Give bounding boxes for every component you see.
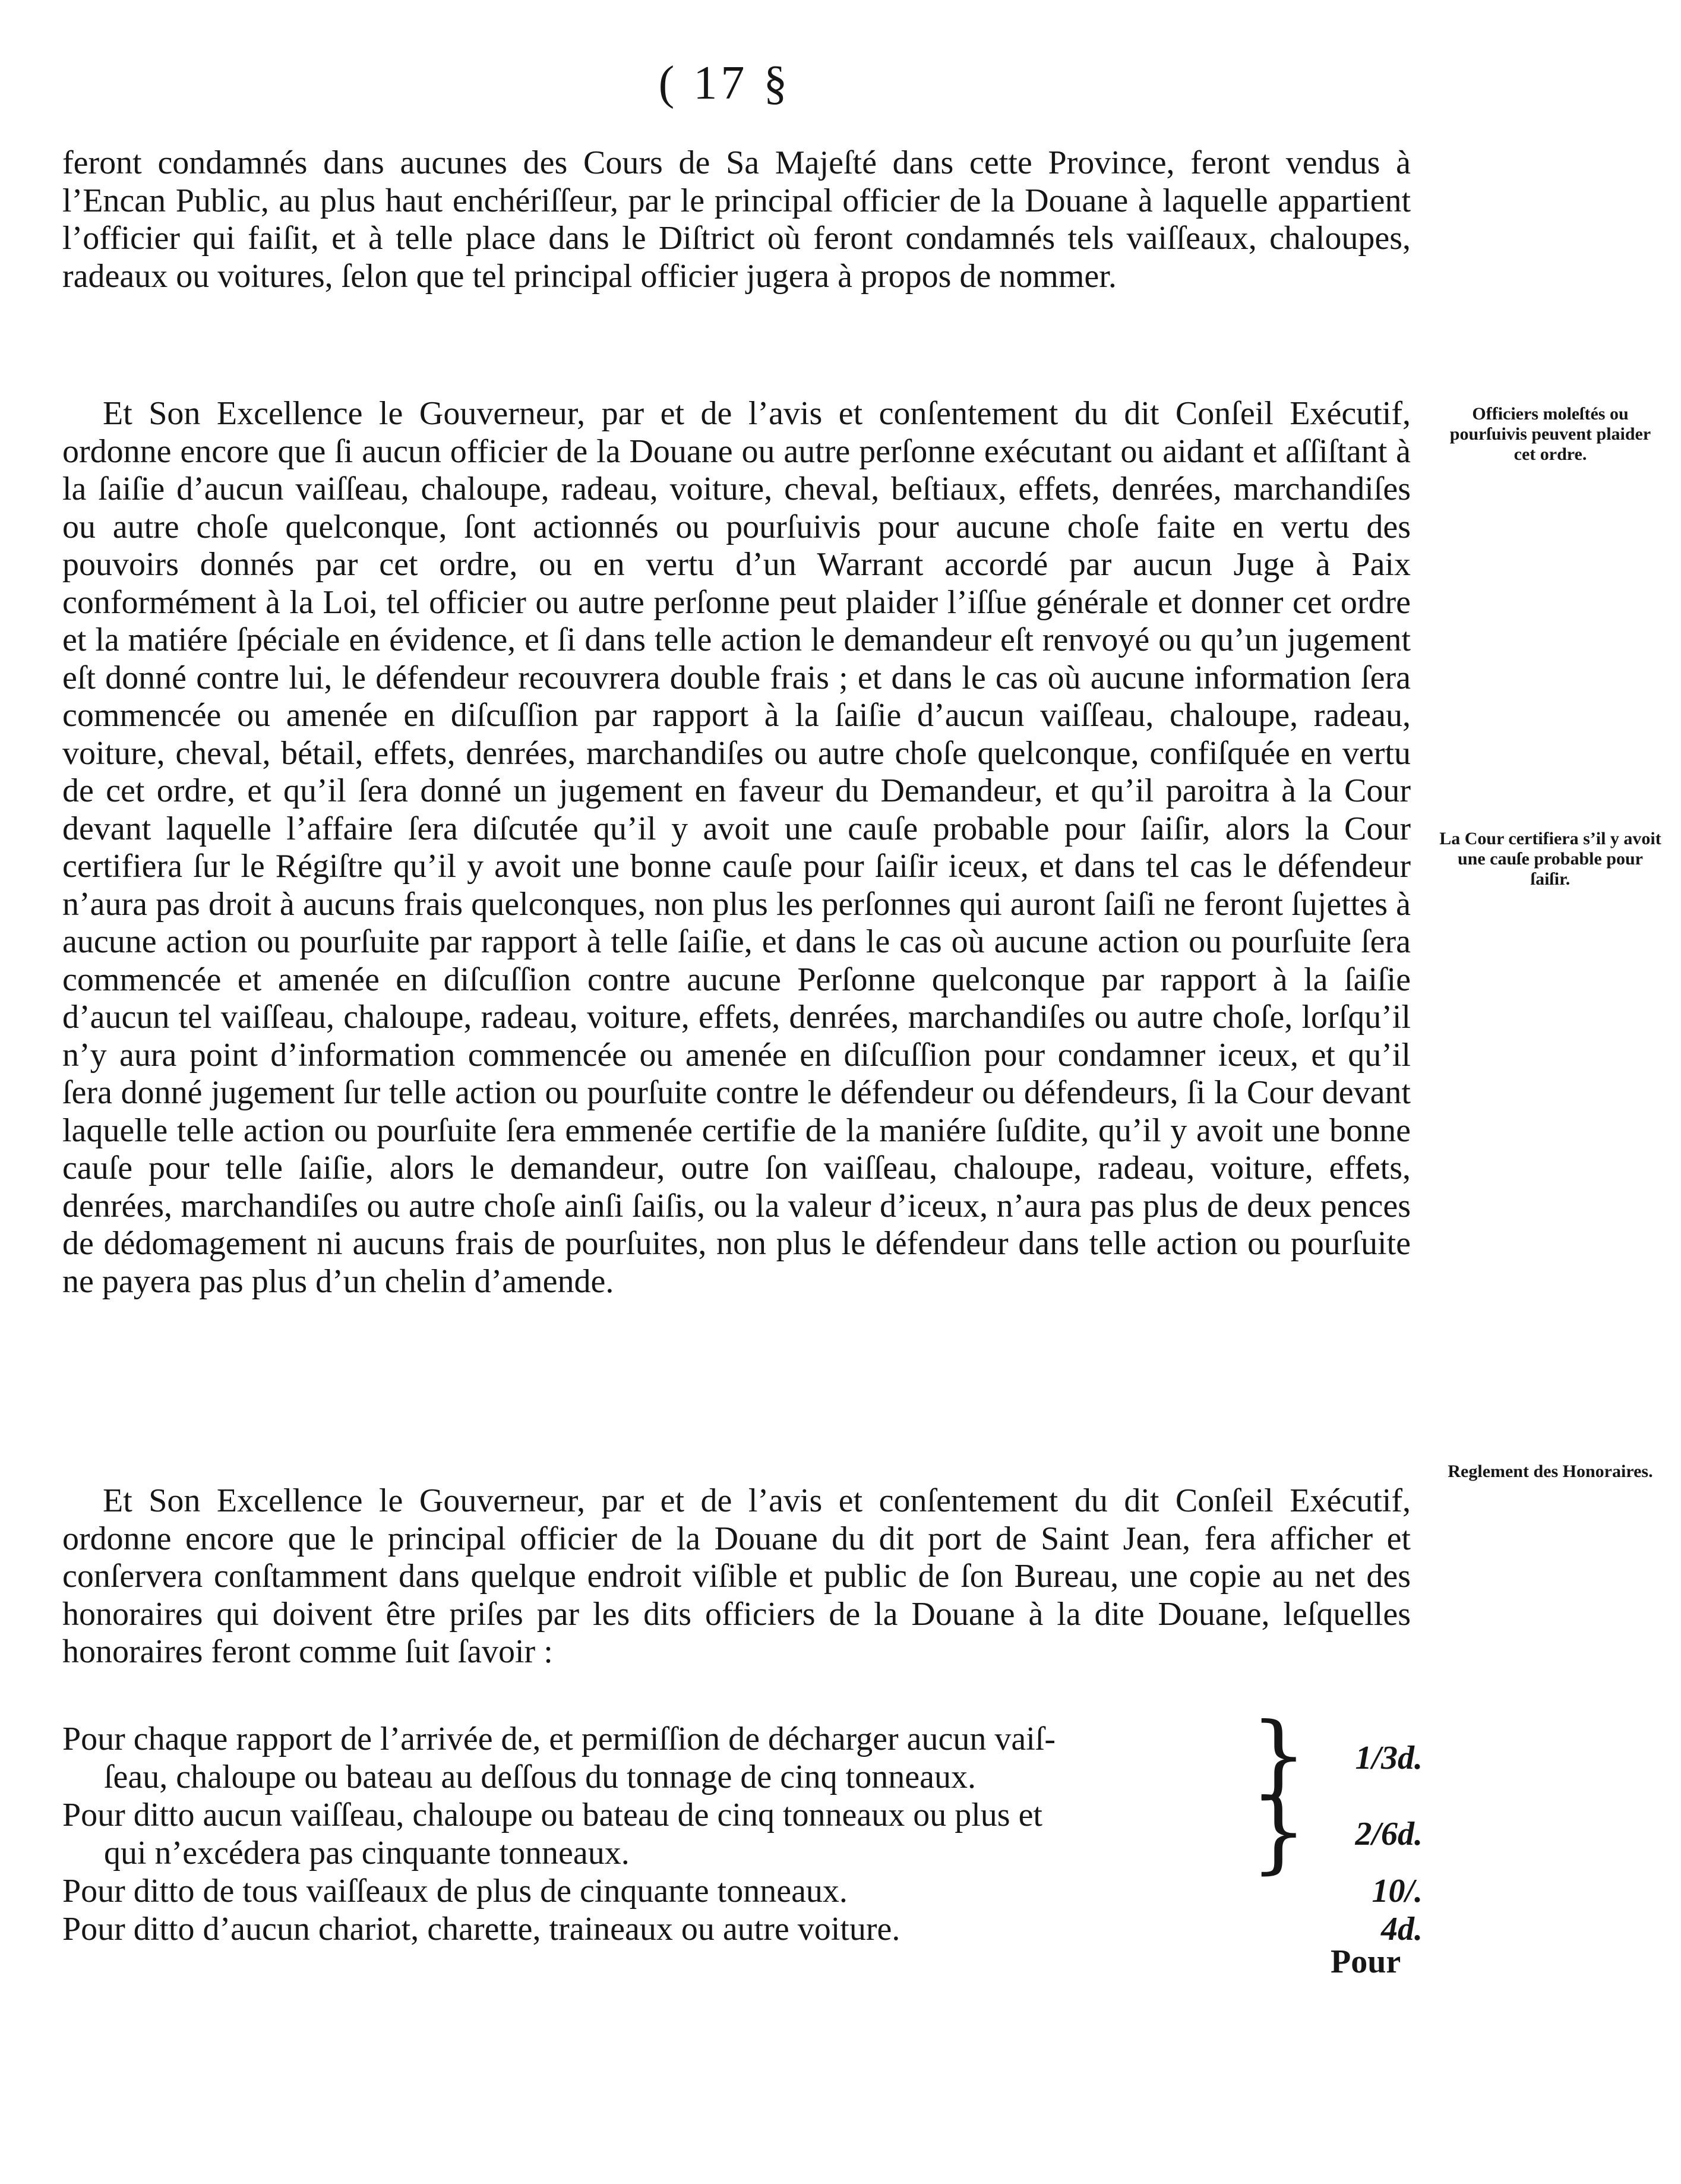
paragraph-fees-posting: Et Son Excellence le Gouverneur, par et de l’avis et conſentement du dit Conſeil Exécutif, ordonne encore que le principal officier de la Douane du dit port de Saint Jean, fera afficher et conſervera conſtamment dans quelque endroit viſible et public de ſon Bureau, une copie au net des honoraires qui doivent être priſes par les dits officiers de la Douane à la dite Douane, leſquelles honoraires feront comme ſuit ſavoir : (62, 1482, 1411, 1670)
fee-row (62, 1780, 1423, 1883)
fee-description (62, 1910, 1244, 1948)
fee-amount: 10/. (1372, 1873, 1423, 1910)
margin-note-court: La Cour certifiera s’il y avoit une cauſe probable pour ſaiſir. (1439, 829, 1661, 889)
fee-amount: 1/3d. (1355, 1740, 1423, 1776)
fee-row (62, 1872, 1423, 1910)
brace-icon: } (1250, 1780, 1307, 1883)
fee-amount: 2/6d. (1355, 1816, 1423, 1852)
brace-icon: } (1250, 1704, 1307, 1807)
fee-line: Pour chaque rapport de l’arrivée de, et permiſſion de décharger aucun vaiſ- (62, 1721, 1056, 1757)
fee-table (62, 1704, 1423, 1948)
fee-line: Pour ditto d’aucun chariot, charette, traineaux ou autre voiture. (62, 1911, 900, 1948)
fee-line-continued: ſeau, chaloupe ou bateau au deſſous du tonnage de cinq tonneaux. (104, 1759, 976, 1795)
fee-description (62, 1720, 1244, 1796)
catchword: Pour (1331, 1943, 1401, 1980)
fee-line: Pour ditto de tous vaiſſeaux de plus de cinquante tonneaux. (62, 1873, 848, 1910)
page-number: ( 17 § (658, 57, 791, 109)
fee-amount: 4d. (1381, 1911, 1423, 1948)
fee-description (62, 1872, 1244, 1910)
fee-line-continued: qui n’excédera pas cinquante tonneaux. (104, 1835, 630, 1871)
fee-row (62, 1704, 1423, 1807)
fee-description (62, 1796, 1244, 1872)
margin-note-fees: Reglement des Honoraires. (1448, 1462, 1653, 1481)
fee-row (62, 1910, 1423, 1948)
margin-note-officers: Officiers moleſtés ou pourſuivis peuvent plaider cet ordre. (1449, 404, 1651, 464)
fee-line: Pour ditto aucun vaiſſeau, chaloupe ou bateau de cinq tonneaux ou plus et (62, 1797, 1042, 1833)
paragraph-continuation: feront condamnés dans aucunes des Cours de Sa Majeſté dans cette Province, feront vendus à l’Encan Public, au plus haut enchériſſeur, par le principal officier de la Douane à laquelle appartient l’officier qui faiſit, et à telle place dans le Diſtrict où feront condamnés tels vaiſſeaux, chaloupes, radeaux ou voitures, ſelon que tel principal officier jugera à propos de nommer. (62, 144, 1411, 295)
paragraph-prosecution: Et Son Excellence le Gouverneur, par et de l’avis et conſentement du dit Conſeil Exécutif, ordonne encore que ſi aucun officier de la Douane ou autre perſonne exécutant ou aidant et aſſiſtant à la ſaiſie d’aucun vaiſſeau, chaloupe, radeau, voiture, cheval, beſtiaux, effets, denrées, marchandiſes ou autre choſe quelconque, ſont actionnés ou pourſuivis pour aucune choſe faite en vertu des pouvoirs donnés par cet ordre, ou en vertu d’un Warrant accordé par aucun Juge à Paix conformément à la Loi, tel officier ou autre perſonne peut plaider l’iſſue générale et donner cet ordre et la matiére ſpéciale en évidence, et ſi dans telle action le demandeur eſt renvoyé ou qu’un jugement eſt donné contre lui, le défendeur recouvrera double frais ; et dans le cas où aucune information ſera commencée ou amenée en diſcuſſion par rapport à la ſaiſie d’aucun vaiſſeau, chaloupe, radeau, voiture, cheval, bétail, effets, denrées, marchandiſes ou autre choſe quelconque, confiſquée en vertu de cet ordre, et qu’il ſera donné un jugement en faveur du Demandeur, et qu’il paroitra à la Cour devant laquelle l’affaire ſera diſcutée qu’il y avoit une cauſe probable pour ſaiſir, alors la Cour certifiera ſur le Régiſtre qu’il y avoit une bonne cauſe pour ſaiſir iceux, et dans tel cas le défendeur n’aura pas droit à aucuns frais quelconques, non plus les perſonnes qui auront ſaiſi ne feront ſujettes à aucune action ou pourſuite par rapport à telle ſaiſie, et dans le cas où aucune action ou pourſuite ſera commencée et amenée en diſcuſſion contre aucune Perſonne quelconque par rapport à la ſaiſie d’aucun tel vaiſſeau, chaloupe, radeau, voiture, effets, denrées, marchandiſes ou autre choſe, lorſqu’il n’y aura point d’information commencée ou amenée en diſcuſſion pour condamner iceux, et qu’il ſera donné jugement ſur telle action ou pourſuite contre le défendeur ou défendeurs, ſi la Cour devant laquelle telle action ou pourſuite ſera emmenée certifie de la maniére ſuſdite, qu’il y avoit une bonne cauſe pour telle ſaiſie, alors le demandeur, outre ſon vaiſſeau, chaloupe, radeau, voiture, effets, denrées, marchandiſes ou autre choſe ainſi ſaiſis, ou la valeur d’iceux, n’aura pas plus de deux pences de dédomagement ni aucuns frais de pourſuites, non plus le défendeur dans telle action ou pourſuite ne payera pas plus d’un chelin d’amende. (62, 395, 1411, 1300)
